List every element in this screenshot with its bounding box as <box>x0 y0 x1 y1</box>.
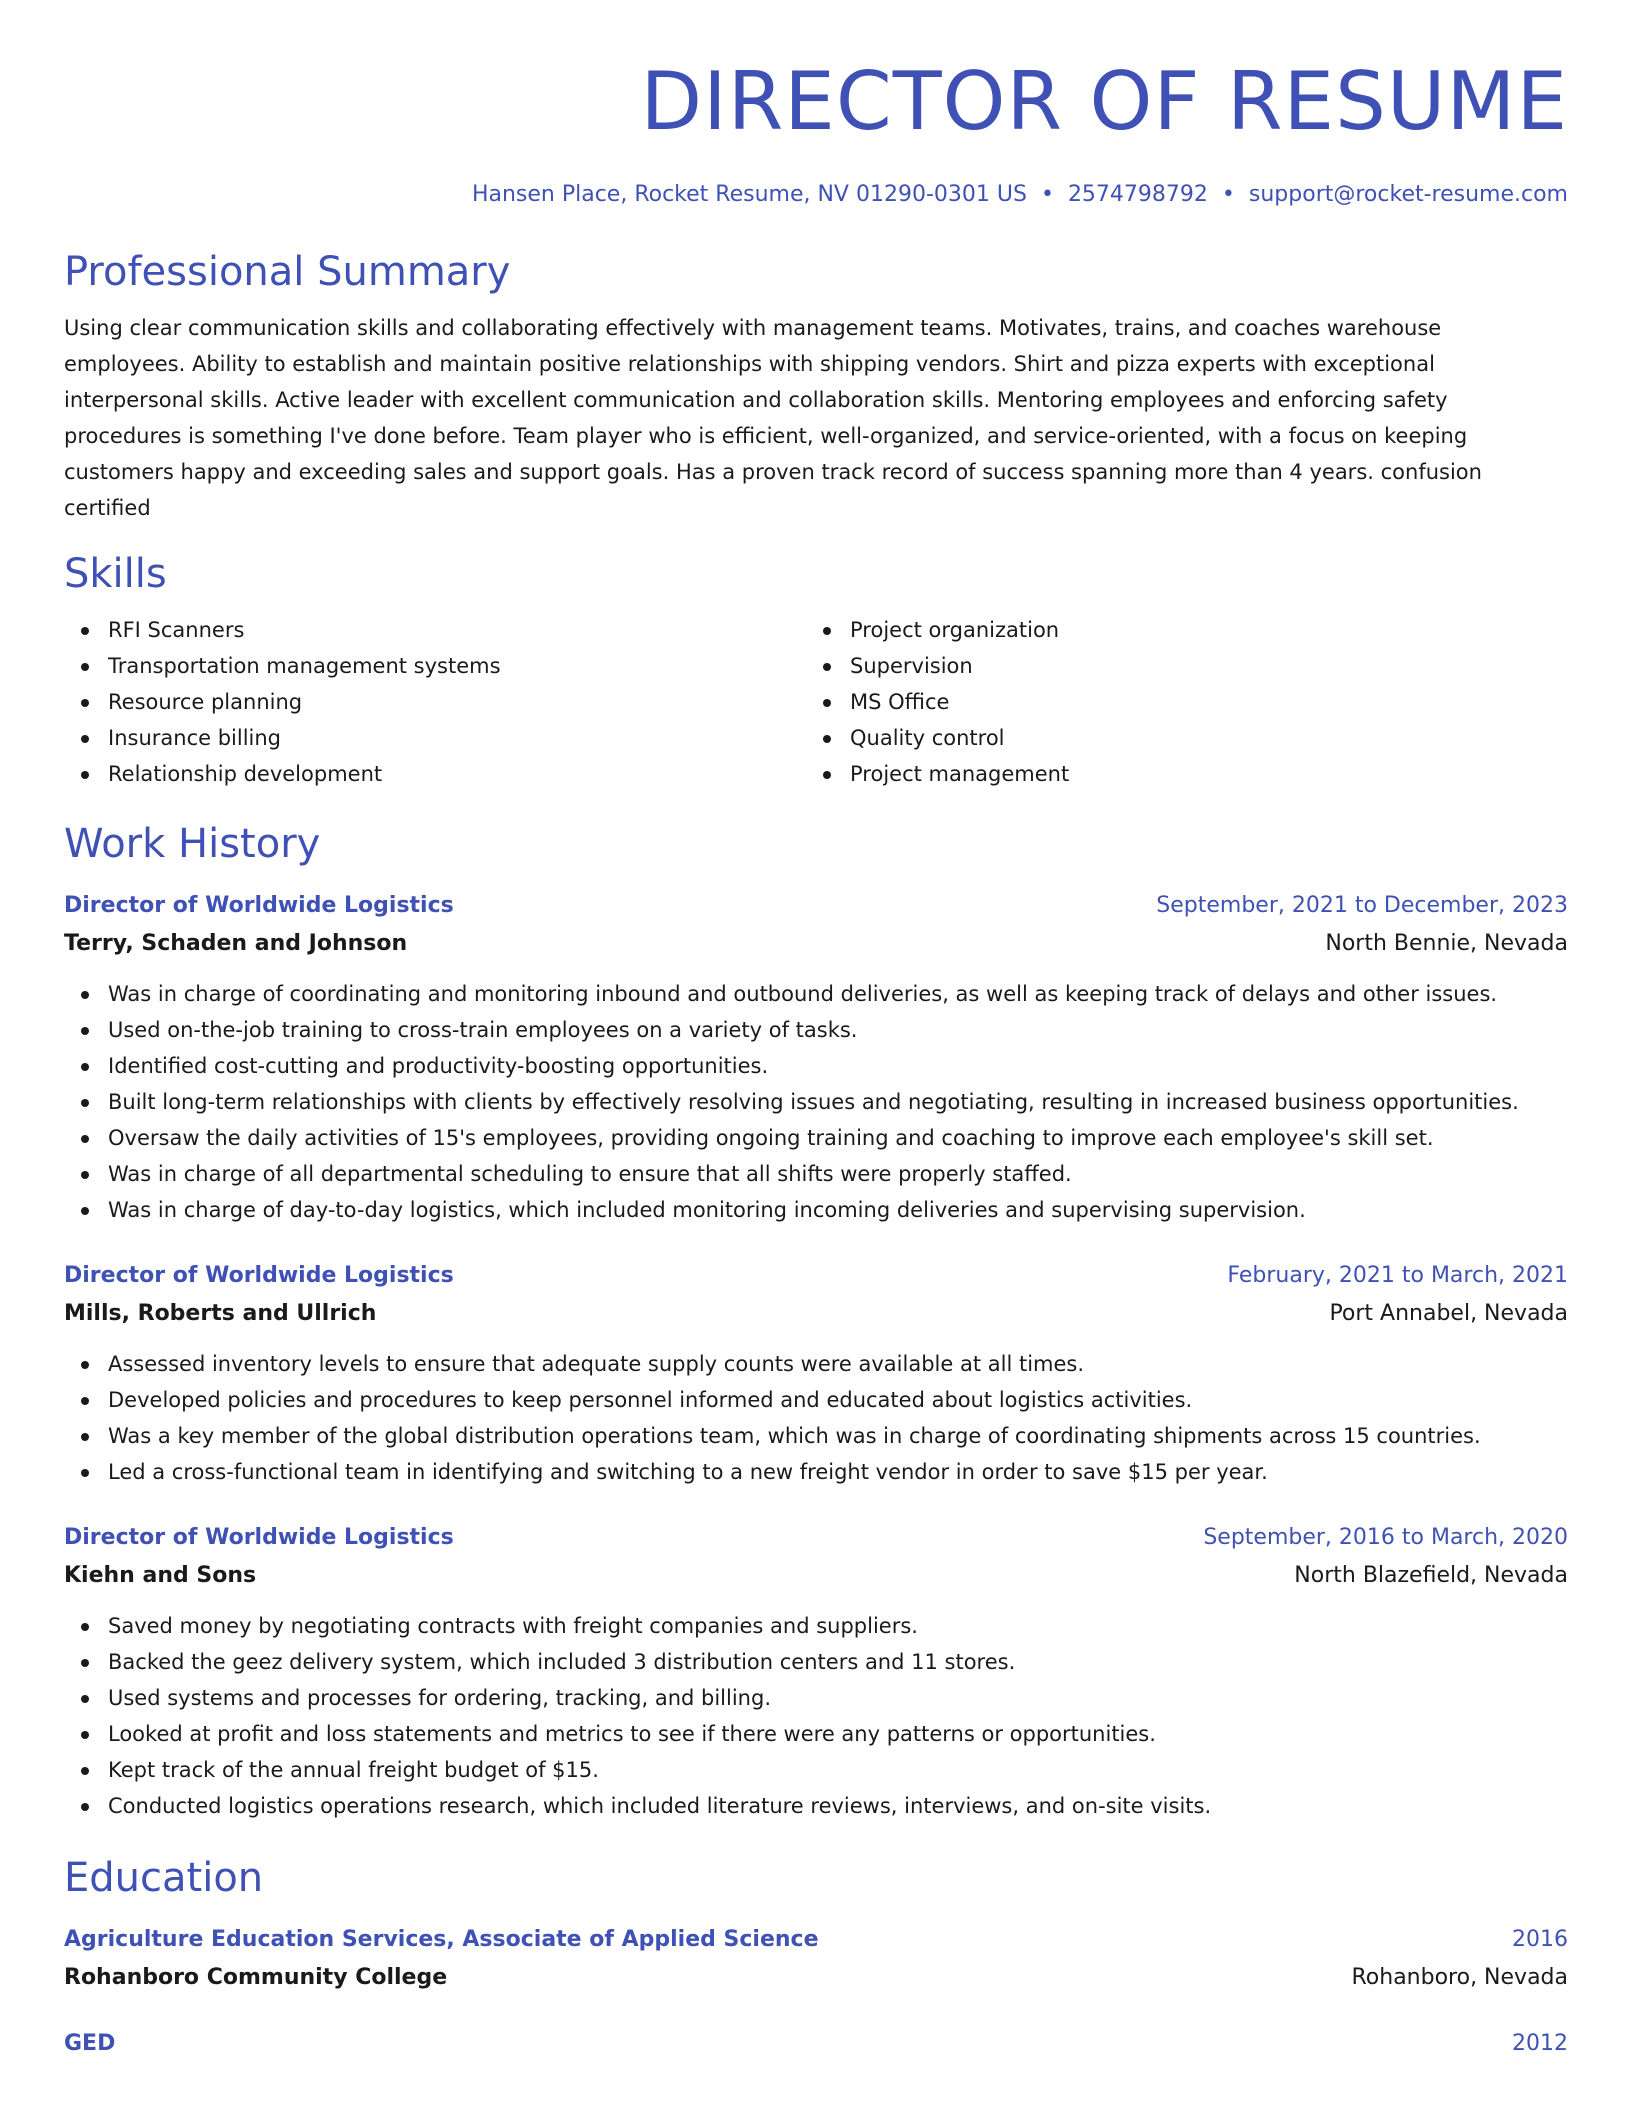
job-location: Port Annabel, Nevada <box>1329 1301 1568 1326</box>
skills-column-left <box>64 612 806 792</box>
job-entry <box>64 1258 1568 1490</box>
job-duty: Developed policies and procedures to keep personnel informed and educated about logistics activities. <box>64 1382 1568 1418</box>
job-entry <box>64 1520 1568 1824</box>
contact-phone: 2574798792 <box>1067 182 1208 207</box>
skills-heading: Skills <box>64 551 167 597</box>
education-heading: Education <box>64 1855 264 1901</box>
job-duty: Was a key member of the global distribution operations team, which was in charge of coordinating shipments across 15 countries. <box>64 1418 1568 1454</box>
job-duty: Looked at profit and loss statements and metrics to see if there were any patterns or opportunities. <box>64 1716 1568 1752</box>
resume-page <box>64 52 1568 2062</box>
job-dates: September, 2016 to March, 2020 <box>1203 1525 1568 1550</box>
contact-separator: • <box>1221 182 1235 207</box>
job-employer: Kiehn and Sons <box>64 1563 257 1588</box>
job-entry <box>64 888 1568 1228</box>
summary-text: Using clear communication skills and collaborating effectively with management teams. Motivates, trains, and coaches warehouse employees. Ability to establish and maintain positive relationships with shipping vendors. Shirt and pizza experts with exceptional interpersonal skills. Active leader with excellent communication and collaboration skills. Mentoring employees and enforcing safety procedures is something I've done before. Team player who is efficient, well-organized, and service-oriented, with a focus on keeping customers happy and exceeding sales and support goals. Has a proven track record of success spanning more than 4 years. confusion certified <box>64 316 1482 520</box>
job-duty: Was in charge of coordinating and monitoring inbound and outbound deliveries, as well as keeping track of delays and other issues. <box>64 976 1568 1012</box>
job-duty: Used systems and processes for ordering, tracking, and billing. <box>64 1680 1568 1716</box>
skill-item: MS Office <box>806 684 1548 720</box>
job-location: North Blazefield, Nevada <box>1294 1563 1568 1588</box>
skill-item: Quality control <box>806 720 1548 756</box>
skill-item: RFI Scanners <box>64 612 806 648</box>
job-duties <box>64 976 1568 1228</box>
skill-item: Supervision <box>806 648 1548 684</box>
skill-item: Project organization <box>806 612 1548 648</box>
job-duties <box>64 1346 1568 1490</box>
contact-email[interactable]: support@rocket-resume.com <box>1248 182 1568 207</box>
job-location: North Bennie, Nevada <box>1325 931 1568 956</box>
work-history-heading: Work History <box>64 821 321 867</box>
job-duty: Assessed inventory levels to ensure that adequate supply counts were available at all times. <box>64 1346 1568 1382</box>
job-title: Director of Worldwide Logistics <box>64 1263 454 1288</box>
resume-name: DIRECTOR OF RESUME <box>640 55 1568 148</box>
skills-column-right <box>806 612 1548 792</box>
job-duty: Used on-the-job training to cross-train employees on a variety of tasks. <box>64 1012 1568 1048</box>
job-duty: Built long-term relationships with clients by effectively resolving issues and negotiating, resulting in increased business opportunities. <box>64 1084 1568 1120</box>
education-entry <box>64 1922 1568 1998</box>
education-year: 2012 <box>1512 2031 1568 2056</box>
job-dates: February, 2021 to March, 2021 <box>1227 1263 1568 1288</box>
job-duty: Identified cost-cutting and productivity-boosting opportunities. <box>64 1048 1568 1084</box>
job-employer: Mills, Roberts and Ullrich <box>64 1301 377 1326</box>
summary-heading: Professional Summary <box>64 249 511 295</box>
job-duty: Was in charge of all departmental scheduling to ensure that all shifts were properly staffed. <box>64 1156 1568 1192</box>
skill-item: Project management <box>806 756 1548 792</box>
education-location: Rohanboro, Nevada <box>1351 1965 1568 1990</box>
job-duty: Was in charge of day-to-day logistics, which included monitoring incoming deliveries and supervising supervision. <box>64 1192 1568 1228</box>
education-entry <box>64 2026 1568 2062</box>
contact-address: Hansen Place, Rocket Resume, NV 01290-0301 US <box>471 182 1027 207</box>
job-duty: Kept track of the annual freight budget of $15. <box>64 1752 1568 1788</box>
job-duty: Oversaw the daily activities of 15's employees, providing ongoing training and coaching to improve each employee's skill set. <box>64 1120 1568 1156</box>
job-duties <box>64 1608 1568 1824</box>
contact-separator: • <box>1040 182 1054 207</box>
job-duty: Led a cross-functional team in identifying and switching to a new freight vendor in order to save $15 per year. <box>64 1454 1568 1490</box>
job-duty: Backed the geez delivery system, which included 3 distribution centers and 11 stores. <box>64 1644 1568 1680</box>
job-title: Director of Worldwide Logistics <box>64 1525 454 1550</box>
job-duty: Conducted logistics operations research, which included literature reviews, interviews, and on-site visits. <box>64 1788 1568 1824</box>
skill-item: Transportation management systems <box>64 648 806 684</box>
skill-item: Relationship development <box>64 756 806 792</box>
skills-list <box>64 612 1568 792</box>
job-duty: Saved money by negotiating contracts with freight companies and suppliers. <box>64 1608 1568 1644</box>
education-year: 2016 <box>1512 1927 1568 1952</box>
skill-item: Insurance billing <box>64 720 806 756</box>
education-degree: Agriculture Education Services, Associate of Applied Science <box>64 1927 819 1952</box>
job-title: Director of Worldwide Logistics <box>64 893 454 918</box>
contact-line <box>64 180 1568 210</box>
education-degree: GED <box>64 2031 116 2056</box>
education-school: Rohanboro Community College <box>64 1965 448 1990</box>
job-employer: Terry, Schaden and Johnson <box>64 931 408 956</box>
skill-item: Resource planning <box>64 684 806 720</box>
job-dates: September, 2021 to December, 2023 <box>1156 893 1568 918</box>
